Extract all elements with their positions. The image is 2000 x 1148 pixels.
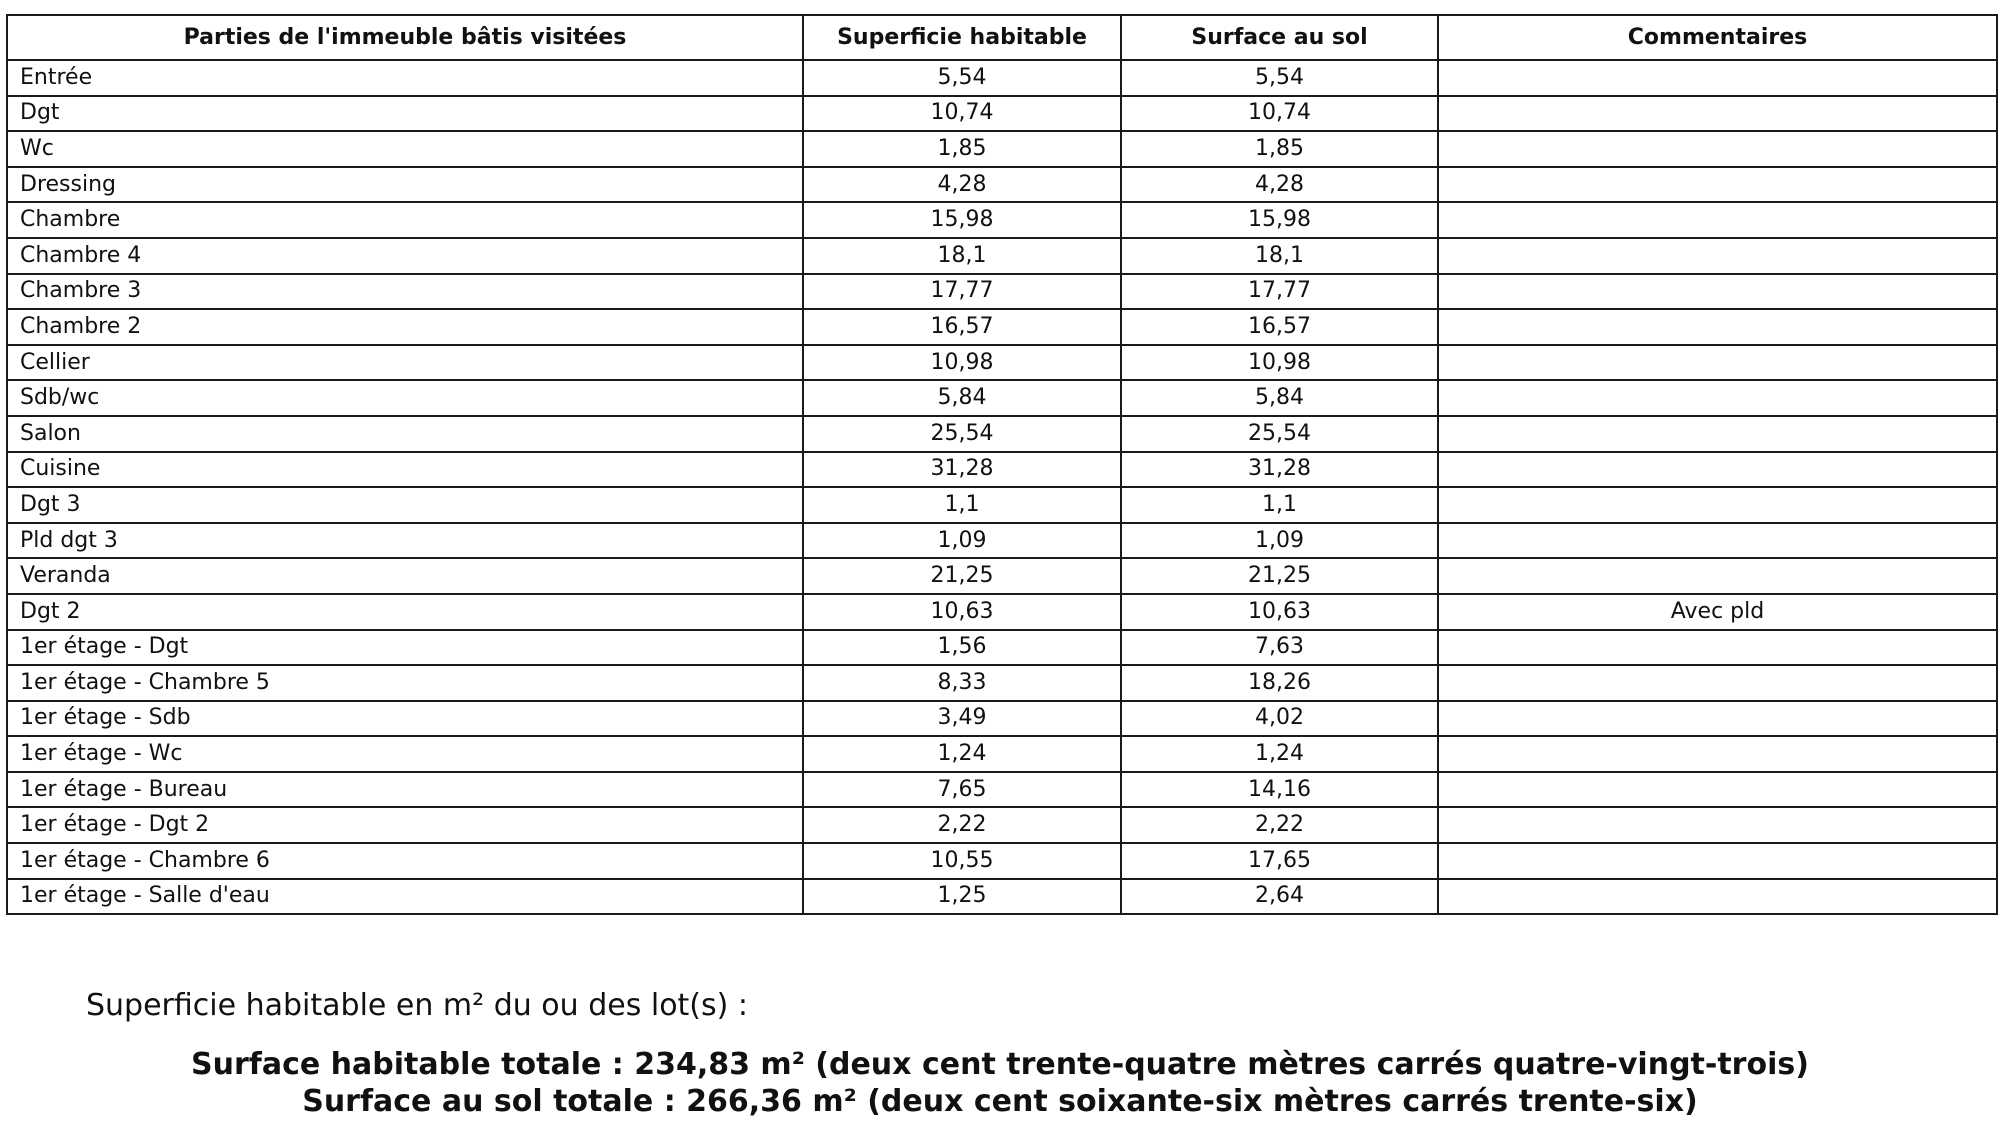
superficie-habitable-cell: 10,98 — [803, 345, 1121, 381]
superficie-habitable-cell: 31,28 — [803, 452, 1121, 488]
room-cell: Dgt 3 — [7, 487, 803, 523]
surface-au-sol-cell: 14,16 — [1121, 772, 1438, 808]
room-cell: 1er étage - Chambre 5 — [7, 665, 803, 701]
room-cell: Dgt — [7, 96, 803, 132]
table-row — [7, 772, 1997, 808]
surface-au-sol-cell: 16,57 — [1121, 309, 1438, 345]
totals-block — [0, 1046, 2000, 1120]
table-row — [7, 594, 1997, 630]
superficie-habitable-cell: 15,98 — [803, 202, 1121, 238]
superficie-habitable-cell: 18,1 — [803, 238, 1121, 274]
surface-table — [6, 14, 1998, 915]
comment-cell — [1438, 380, 1997, 416]
surface-au-sol-cell: 17,65 — [1121, 843, 1438, 879]
table-row — [7, 630, 1997, 666]
superficie-habitable-cell: 1,1 — [803, 487, 1121, 523]
surface-au-sol-cell: 5,54 — [1121, 60, 1438, 96]
table-row — [7, 238, 1997, 274]
comment-cell — [1438, 558, 1997, 594]
table-row — [7, 665, 1997, 701]
surface-au-sol-cell: 25,54 — [1121, 416, 1438, 452]
comment-cell — [1438, 701, 1997, 737]
comment-cell — [1438, 274, 1997, 310]
comment-cell — [1438, 96, 1997, 132]
comment-cell — [1438, 238, 1997, 274]
room-cell: 1er étage - Sdb — [7, 701, 803, 737]
room-cell: Pld dgt 3 — [7, 523, 803, 559]
comment-cell — [1438, 630, 1997, 666]
surface-au-sol-cell: 1,1 — [1121, 487, 1438, 523]
room-cell: 1er étage - Chambre 6 — [7, 843, 803, 879]
table-row — [7, 60, 1997, 96]
surface-au-sol-cell: 2,64 — [1121, 879, 1438, 915]
comment-cell — [1438, 131, 1997, 167]
room-cell: Chambre 2 — [7, 309, 803, 345]
table-row — [7, 736, 1997, 772]
room-cell: 1er étage - Wc — [7, 736, 803, 772]
comment-cell — [1438, 167, 1997, 203]
superficie-habitable-cell: 1,24 — [803, 736, 1121, 772]
superficie-habitable-cell: 10,74 — [803, 96, 1121, 132]
surface-au-sol-cell: 17,77 — [1121, 274, 1438, 310]
comment-cell — [1438, 807, 1997, 843]
room-cell: Wc — [7, 131, 803, 167]
summary-label: Superficie habitable en m² du ou des lot(s) : — [86, 988, 748, 1023]
superficie-habitable-cell: 21,25 — [803, 558, 1121, 594]
surface-au-sol-cell: 5,84 — [1121, 380, 1438, 416]
surface-au-sol-cell: 10,98 — [1121, 345, 1438, 381]
room-cell: Sdb/wc — [7, 380, 803, 416]
superficie-habitable-cell: 5,84 — [803, 380, 1121, 416]
comment-cell: Avec pld — [1438, 594, 1997, 630]
table-row — [7, 523, 1997, 559]
surface-au-sol-cell: 21,25 — [1121, 558, 1438, 594]
table-row — [7, 416, 1997, 452]
room-cell: Salon — [7, 416, 803, 452]
comment-cell — [1438, 879, 1997, 915]
room-cell: Veranda — [7, 558, 803, 594]
comment-cell — [1438, 665, 1997, 701]
superficie-habitable-cell: 8,33 — [803, 665, 1121, 701]
comment-cell — [1438, 736, 1997, 772]
comment-cell — [1438, 60, 1997, 96]
superficie-habitable-cell: 1,09 — [803, 523, 1121, 559]
superficie-habitable-cell: 1,85 — [803, 131, 1121, 167]
room-cell: 1er étage - Dgt — [7, 630, 803, 666]
table-row — [7, 452, 1997, 488]
surface-table-container — [6, 14, 1996, 915]
surface-au-sol-cell: 1,09 — [1121, 523, 1438, 559]
table-header-row — [7, 15, 1997, 60]
surface-au-sol-cell: 15,98 — [1121, 202, 1438, 238]
comment-cell — [1438, 772, 1997, 808]
surface-au-sol-cell: 18,1 — [1121, 238, 1438, 274]
total-habitable: Surface habitable totale : 234,83 m² (deux cent trente-quatre mètres carrés quatre-vingt-trois) — [191, 1047, 1809, 1082]
room-cell: Chambre — [7, 202, 803, 238]
superficie-habitable-cell: 2,22 — [803, 807, 1121, 843]
table-body — [7, 60, 1997, 914]
table-row — [7, 843, 1997, 879]
comment-cell — [1438, 309, 1997, 345]
superficie-habitable-cell: 17,77 — [803, 274, 1121, 310]
superficie-habitable-cell: 5,54 — [803, 60, 1121, 96]
table-row — [7, 487, 1997, 523]
total-sol: Surface au sol totale : 266,36 m² (deux cent soixante-six mètres carrés trente-six) — [302, 1084, 1698, 1119]
table-row — [7, 558, 1997, 594]
table-row — [7, 96, 1997, 132]
room-cell: 1er étage - Dgt 2 — [7, 807, 803, 843]
superficie-habitable-cell: 1,25 — [803, 879, 1121, 915]
surface-au-sol-cell: 1,24 — [1121, 736, 1438, 772]
table-row — [7, 131, 1997, 167]
header-surface-au-sol: Surface au sol — [1121, 15, 1438, 60]
header-superficie-habitable: Superficie habitable — [803, 15, 1121, 60]
surface-au-sol-cell: 4,02 — [1121, 701, 1438, 737]
comment-cell — [1438, 202, 1997, 238]
comment-cell — [1438, 523, 1997, 559]
table-row — [7, 167, 1997, 203]
surface-au-sol-cell: 10,74 — [1121, 96, 1438, 132]
table-row — [7, 701, 1997, 737]
table-row — [7, 807, 1997, 843]
comment-cell — [1438, 487, 1997, 523]
surface-au-sol-cell: 1,85 — [1121, 131, 1438, 167]
table-row — [7, 345, 1997, 381]
room-cell: Chambre 3 — [7, 274, 803, 310]
surface-au-sol-cell: 18,26 — [1121, 665, 1438, 701]
room-cell: Entrée — [7, 60, 803, 96]
superficie-habitable-cell: 3,49 — [803, 701, 1121, 737]
superficie-habitable-cell: 4,28 — [803, 167, 1121, 203]
room-cell: Chambre 4 — [7, 238, 803, 274]
superficie-habitable-cell: 25,54 — [803, 416, 1121, 452]
comment-cell — [1438, 345, 1997, 381]
table-row — [7, 380, 1997, 416]
comment-cell — [1438, 843, 1997, 879]
table-row — [7, 879, 1997, 915]
surface-au-sol-cell: 2,22 — [1121, 807, 1438, 843]
surface-au-sol-cell: 31,28 — [1121, 452, 1438, 488]
surface-au-sol-cell: 4,28 — [1121, 167, 1438, 203]
room-cell: Cellier — [7, 345, 803, 381]
superficie-habitable-cell: 10,63 — [803, 594, 1121, 630]
table-row — [7, 274, 1997, 310]
table-row — [7, 309, 1997, 345]
room-cell: 1er étage - Salle d'eau — [7, 879, 803, 915]
header-parties: Parties de l'immeuble bâtis visitées — [7, 15, 803, 60]
comment-cell — [1438, 416, 1997, 452]
surface-au-sol-cell: 10,63 — [1121, 594, 1438, 630]
superficie-habitable-cell: 10,55 — [803, 843, 1121, 879]
table-row — [7, 202, 1997, 238]
room-cell: 1er étage - Bureau — [7, 772, 803, 808]
room-cell: Cuisine — [7, 452, 803, 488]
superficie-habitable-cell: 7,65 — [803, 772, 1121, 808]
room-cell: Dgt 2 — [7, 594, 803, 630]
superficie-habitable-cell: 16,57 — [803, 309, 1121, 345]
room-cell: Dressing — [7, 167, 803, 203]
comment-cell — [1438, 452, 1997, 488]
header-commentaires: Commentaires — [1438, 15, 1997, 60]
surface-au-sol-cell: 7,63 — [1121, 630, 1438, 666]
superficie-habitable-cell: 1,56 — [803, 630, 1121, 666]
